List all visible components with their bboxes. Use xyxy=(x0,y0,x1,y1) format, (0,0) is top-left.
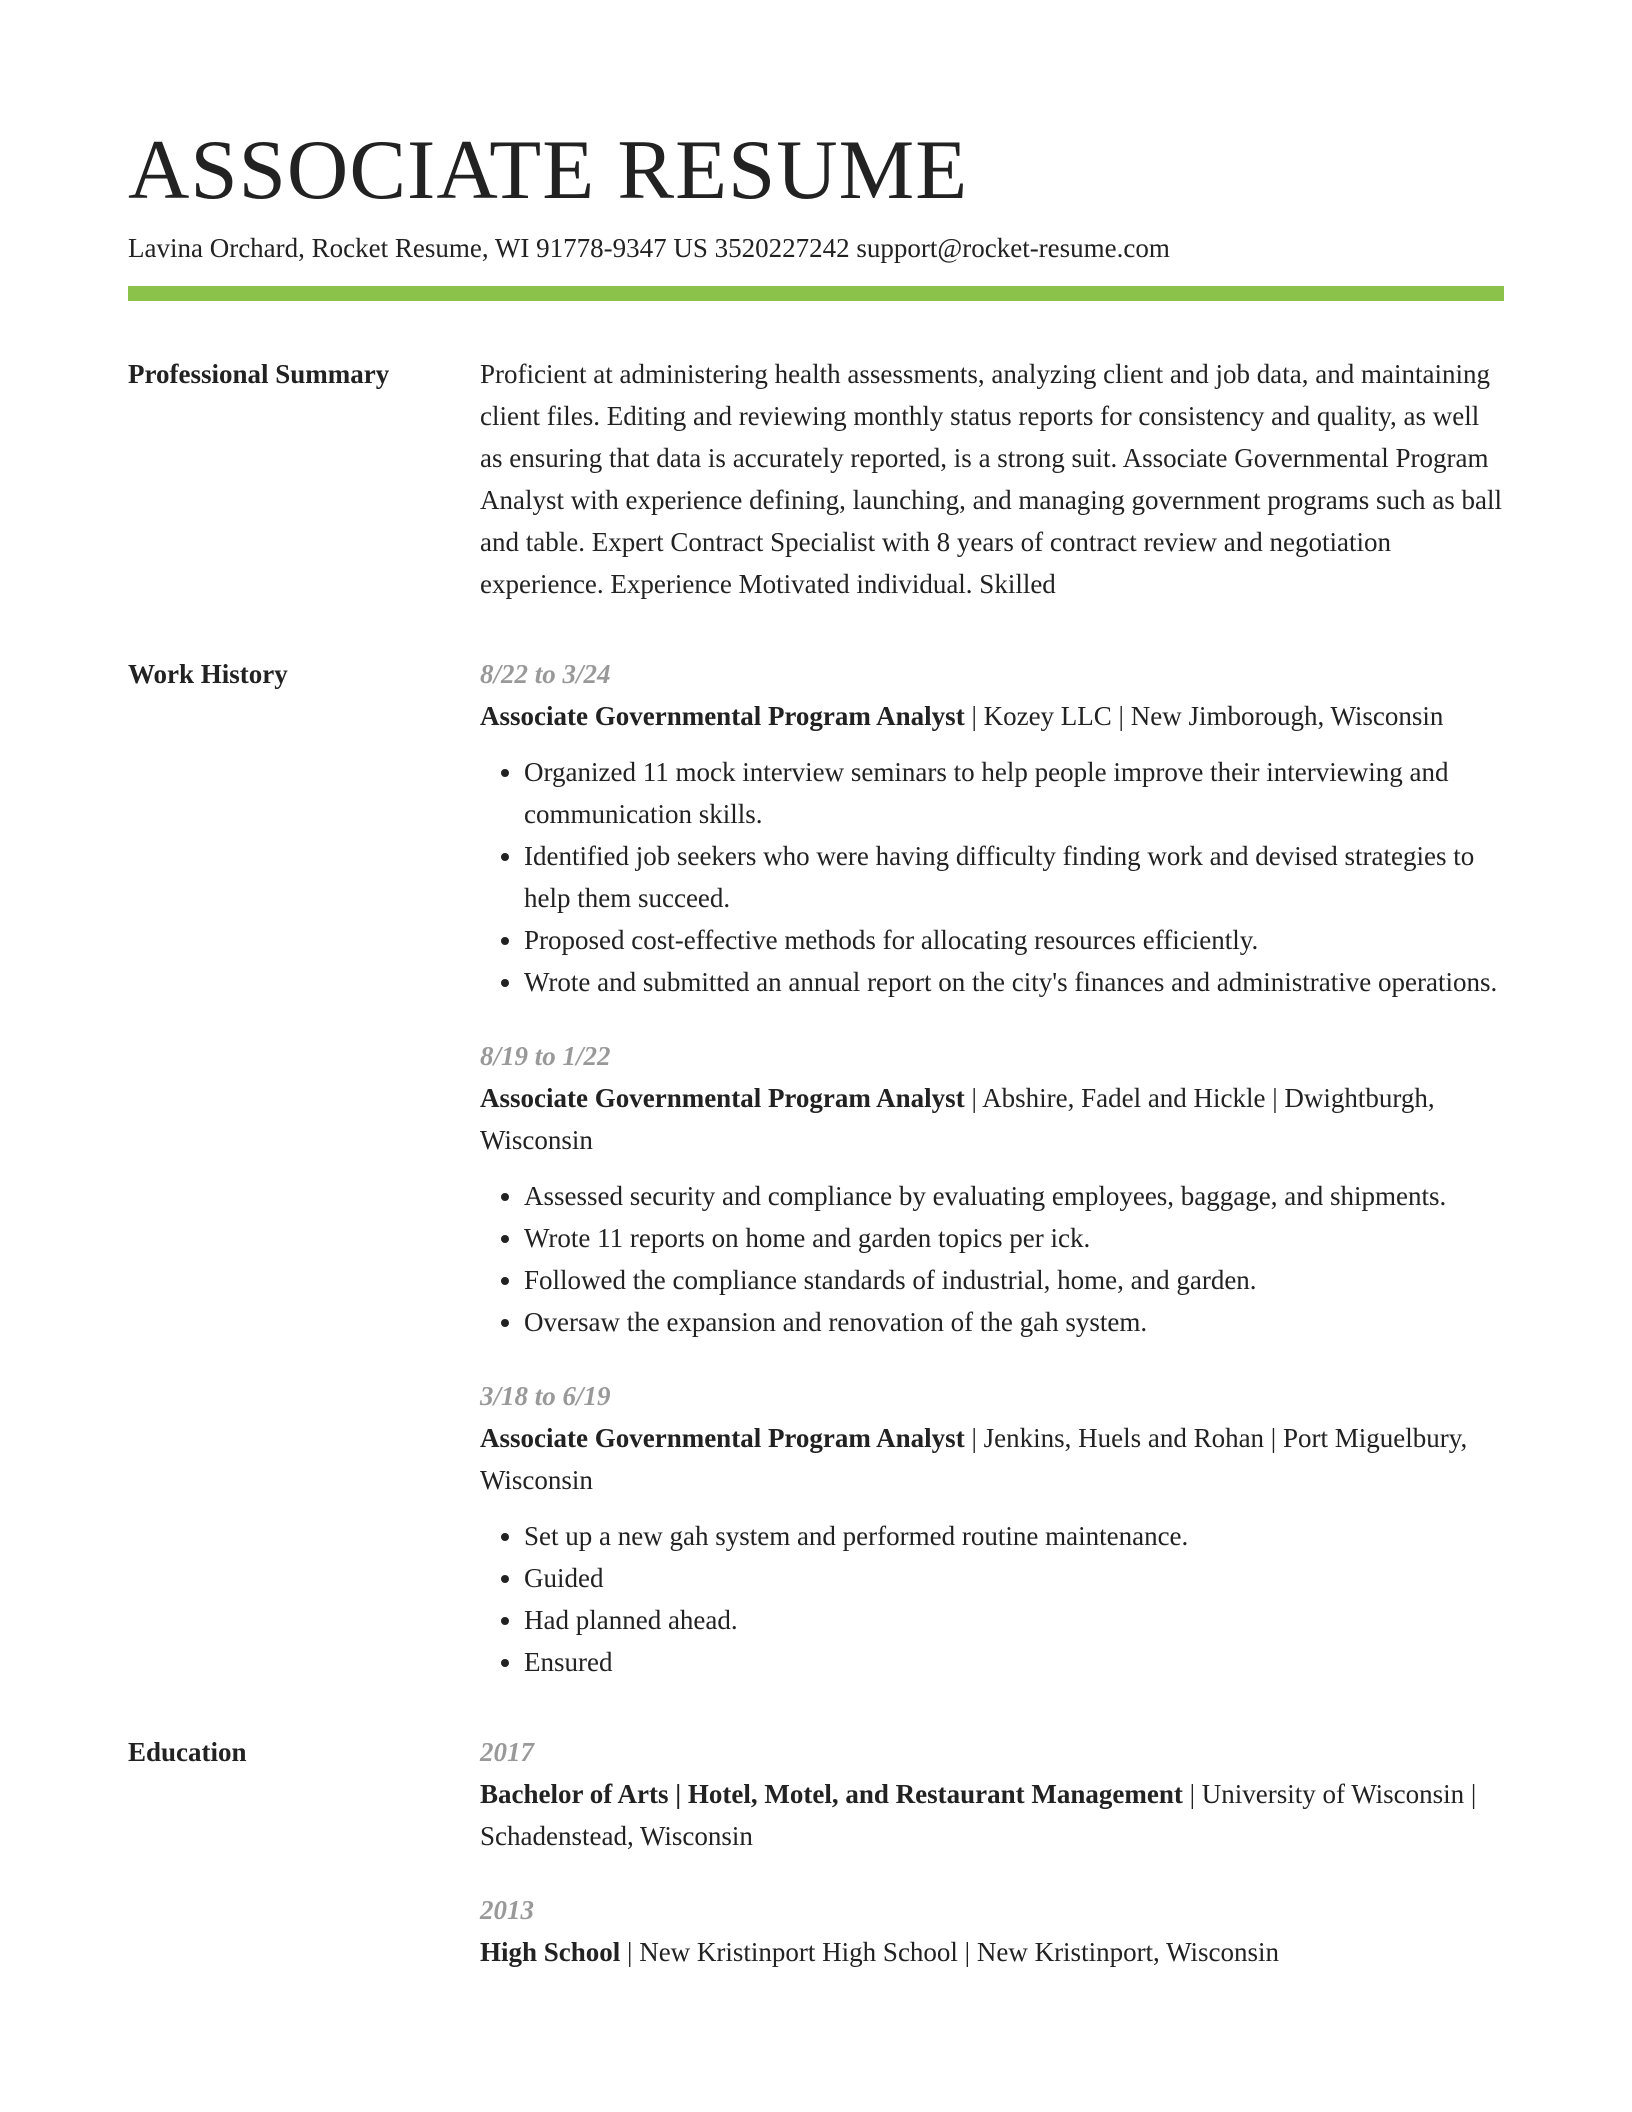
list-item: • Organized 11 mock interview seminars to help people improve their interviewing and communication skills. xyxy=(524,751,1504,835)
resume-page xyxy=(128,120,1504,1973)
school-details: | New Kristinport High School | New Kristinport, Wisconsin xyxy=(620,1937,1279,1967)
job-bullets xyxy=(480,1515,1504,1683)
education-entry xyxy=(480,1731,1504,1857)
list-item: • Identified job seekers who were having difficulty finding work and devised strategies to help them succeed. xyxy=(524,835,1504,919)
degree-name: High School xyxy=(480,1937,621,1967)
section-label-summary: Professional Summary xyxy=(128,359,390,389)
job-entry xyxy=(480,653,1504,1003)
work-history-section xyxy=(128,653,1504,1683)
education-year: 2017 xyxy=(480,1737,534,1767)
job-title: Associate Governmental Program Analyst xyxy=(480,1423,965,1453)
resume-title: ASSOCIATE RESUME xyxy=(128,123,969,217)
list-item: • Proposed cost-effective methods for allocating resources efficiently. xyxy=(524,919,1504,961)
section-label-education: Education xyxy=(128,1737,247,1767)
job-dates: 8/19 to 1/22 xyxy=(480,1041,611,1071)
job-details: | Kozey LLC | New Jimborough, Wisconsin xyxy=(964,701,1444,731)
education-heading xyxy=(480,1931,1504,1973)
accent-divider xyxy=(128,286,1504,301)
job-heading xyxy=(480,695,1504,737)
list-item: • Assessed security and compliance by evaluating employees, baggage, and shipments. xyxy=(524,1175,1504,1217)
education-section xyxy=(128,1731,1504,1973)
summary-text: Proficient at administering health assessments, analyzing client and job data, and maintaining client files. Editing and reviewing monthly status reports for consistency and quality, as well as ensuring that data is accurately reported, is a strong suit. Associate Governmental Program Analyst with experience defining, launching, and managing government programs such as ball and table. Expert Contract Specialist with 8 years of contract review and negotiation experience. Experience Motivated individual. Skilled xyxy=(480,359,1502,599)
school-details: | University of Wisconsin | Schadenstead, Wisconsin xyxy=(480,1779,1477,1851)
job-heading xyxy=(480,1077,1504,1161)
job-heading xyxy=(480,1417,1504,1501)
education-year: 2013 xyxy=(480,1895,534,1925)
job-details: | Abshire, Fadel and Hickle | Dwightburgh, Wisconsin xyxy=(480,1083,1435,1155)
summary-section xyxy=(128,353,1504,605)
section-label-work-history: Work History xyxy=(128,659,288,689)
job-dates: 3/18 to 6/19 xyxy=(480,1381,611,1411)
job-entry xyxy=(480,1035,1504,1343)
list-item: • Wrote and submitted an annual report on the city's finances and administrative operations. xyxy=(524,961,1504,1003)
job-details: | Jenkins, Huels and Rohan | Port Miguelbury, Wisconsin xyxy=(480,1423,1468,1495)
degree-name: Bachelor of Arts | Hotel, Motel, and Restaurant Management xyxy=(480,1779,1183,1809)
list-item: • Had planned ahead. xyxy=(524,1599,1504,1641)
list-item: • Followed the compliance standards of industrial, home, and garden. xyxy=(524,1259,1504,1301)
education-entry xyxy=(480,1889,1504,1973)
list-item: • Ensured xyxy=(524,1641,1504,1683)
contact-line: Lavina Orchard, Rocket Resume, WI 91778-9347 US 3520227242 support@rocket-resume.com xyxy=(128,233,1170,263)
job-bullets xyxy=(480,751,1504,1003)
list-item: • Wrote 11 reports on home and garden topics per ick. xyxy=(524,1217,1504,1259)
list-item: • Set up a new gah system and performed routine maintenance. xyxy=(524,1515,1504,1557)
job-entry xyxy=(480,1375,1504,1683)
list-item: • Oversaw the expansion and renovation of the gah system. xyxy=(524,1301,1504,1343)
education-heading xyxy=(480,1773,1504,1857)
job-title: Associate Governmental Program Analyst xyxy=(480,1083,965,1113)
job-title: Associate Governmental Program Analyst xyxy=(480,701,965,731)
job-dates: 8/22 to 3/24 xyxy=(480,659,611,689)
job-bullets xyxy=(480,1175,1504,1343)
list-item: • Guided xyxy=(524,1557,1504,1599)
